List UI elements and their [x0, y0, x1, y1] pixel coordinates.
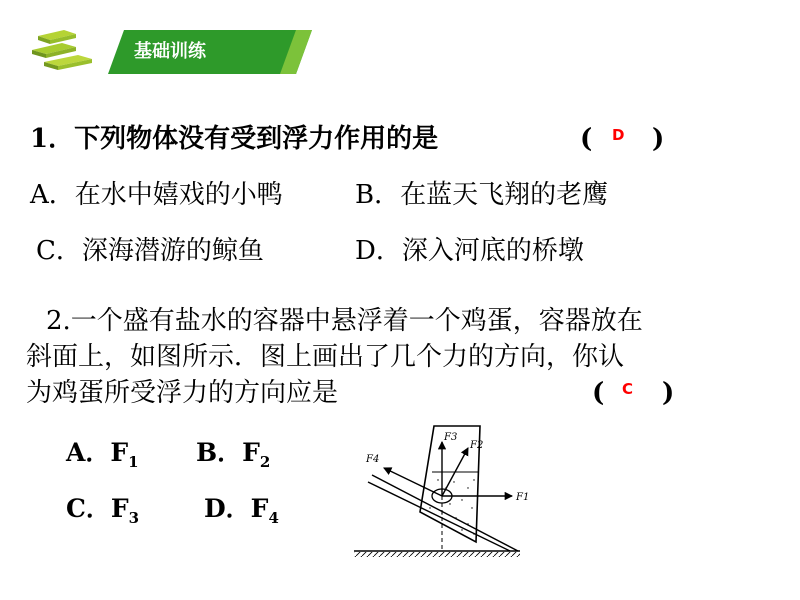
- buoyancy-incline-diagram: [350, 418, 530, 558]
- question-2-stem-line-3: 为鸡蛋所受浮力的方向应是: [26, 378, 339, 408]
- incline-top-edge: [372, 475, 518, 551]
- label-f3: F3: [444, 432, 458, 443]
- question-2-option-c: C．$F_3$: [66, 494, 140, 527]
- question-1-option-a: A．在水中嬉戏的小鸭: [30, 180, 283, 210]
- question-1-answer: D: [612, 126, 625, 144]
- question-2-option-a: A．$F_1$: [66, 438, 139, 471]
- question-2-paren-close: ): [662, 378, 675, 408]
- question-1-option-d: D．深入河底的桥墩: [355, 236, 584, 266]
- question-2-option-b: B．$F_2$: [196, 438, 271, 471]
- label-f2: F2: [470, 440, 484, 451]
- label-f4: F4: [366, 454, 380, 465]
- salt-water: [429, 479, 474, 534]
- question-1-stem: 1．下列物体没有受到浮力作用的是: [30, 124, 439, 154]
- question-2-stem-line-2: 斜面上，如图所示．图上画出了几个力的方向，你认: [26, 342, 625, 372]
- question-2-answer: C: [622, 380, 634, 398]
- stacked-books-logo-icon: [30, 28, 108, 74]
- question-2-stem-line-1: 2.一个盛有盐水的容器中悬浮着一个鸡蛋，容器放在: [46, 306, 643, 336]
- label-f1: F1: [516, 492, 530, 503]
- question-1-paren-close: ): [652, 124, 665, 154]
- question-2-option-d: D．$F_4$: [204, 494, 279, 527]
- question-1-option-b: B．在蓝天飞翔的老鹰: [355, 180, 609, 210]
- question-1-paren-open: (: [580, 124, 593, 154]
- question-1-option-c: C．深海潜游的鲸鱼: [36, 236, 264, 266]
- question-2-paren-open: (: [592, 378, 605, 408]
- section-title: 基础训练: [134, 41, 206, 62]
- ground-hatch: [354, 552, 520, 557]
